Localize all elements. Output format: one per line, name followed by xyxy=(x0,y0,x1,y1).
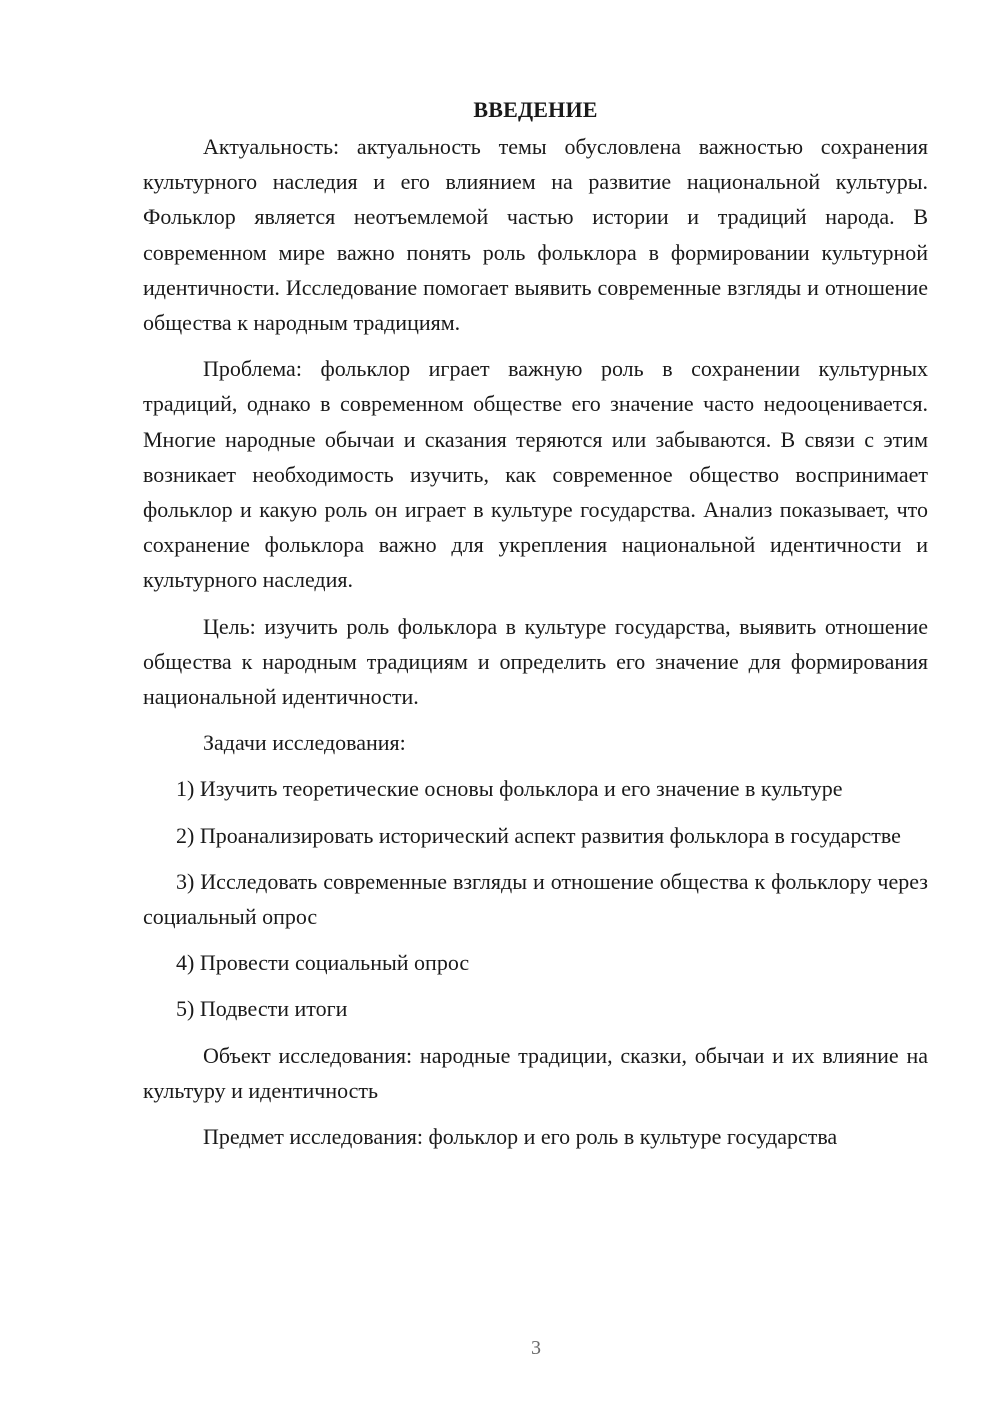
research-subject-paragraph: Предмет исследования: фольклор и его роль в культуре государства xyxy=(203,1124,838,1150)
task-item-4: 4) Провести социальный опрос xyxy=(176,950,470,976)
problem-paragraph: Проблема: фольклор играет важную роль в сохранении культурных традиций, однако в современном обществе его значение часто недооценивается. Многие народные обычаи и сказания теряются или забываются. В связи с этим возникает необходимость изучить, как современное общество воспринимает фольклор и какую роль он играет в культуре государства. Анализ показывает, что сохранение фольклора важно для укрепления национальной идентичности и культурного наследия. xyxy=(143,356,928,593)
relevance-paragraph: Актуальность: актуальность темы обусловлена важностью сохранения культурного наследия и его влиянием на развитие национальной культуры. Фольклор является неотъемлемой частью истории и традиций народа. В современном мире важно понять роль фольклора в формировании культурной идентичности. Исследование помогает выявить современные взгляды и отношение общества к народным традициям. xyxy=(143,134,928,336)
page-title: ВВЕДЕНИЕ xyxy=(473,97,598,122)
research-object-paragraph: Объект исследования: народные традиции, сказки, обычаи и их влияние на культуру и идентичность xyxy=(143,1042,928,1103)
task-item-1: 1) Изучить теоретические основы фольклора и его значение в культуре xyxy=(176,776,843,802)
goal-paragraph: Цель: изучить роль фольклора в культуре государства, выявить отношение общества к народным традициям и определить его значение для формирования национальной идентичности. xyxy=(143,613,928,710)
task-item-2: 2) Проанализировать исторический аспект развития фольклора в государстве xyxy=(176,822,901,848)
page-number: 3 xyxy=(531,1337,541,1359)
document-page xyxy=(143,92,928,1165)
tasks-heading: Задачи исследования: xyxy=(203,730,406,756)
task-item-5: 5) Подвести итоги xyxy=(176,996,348,1022)
task-item-3: 3) Исследовать современные взгляды и отношение общества к фольклору через социальный опрос xyxy=(143,868,928,930)
